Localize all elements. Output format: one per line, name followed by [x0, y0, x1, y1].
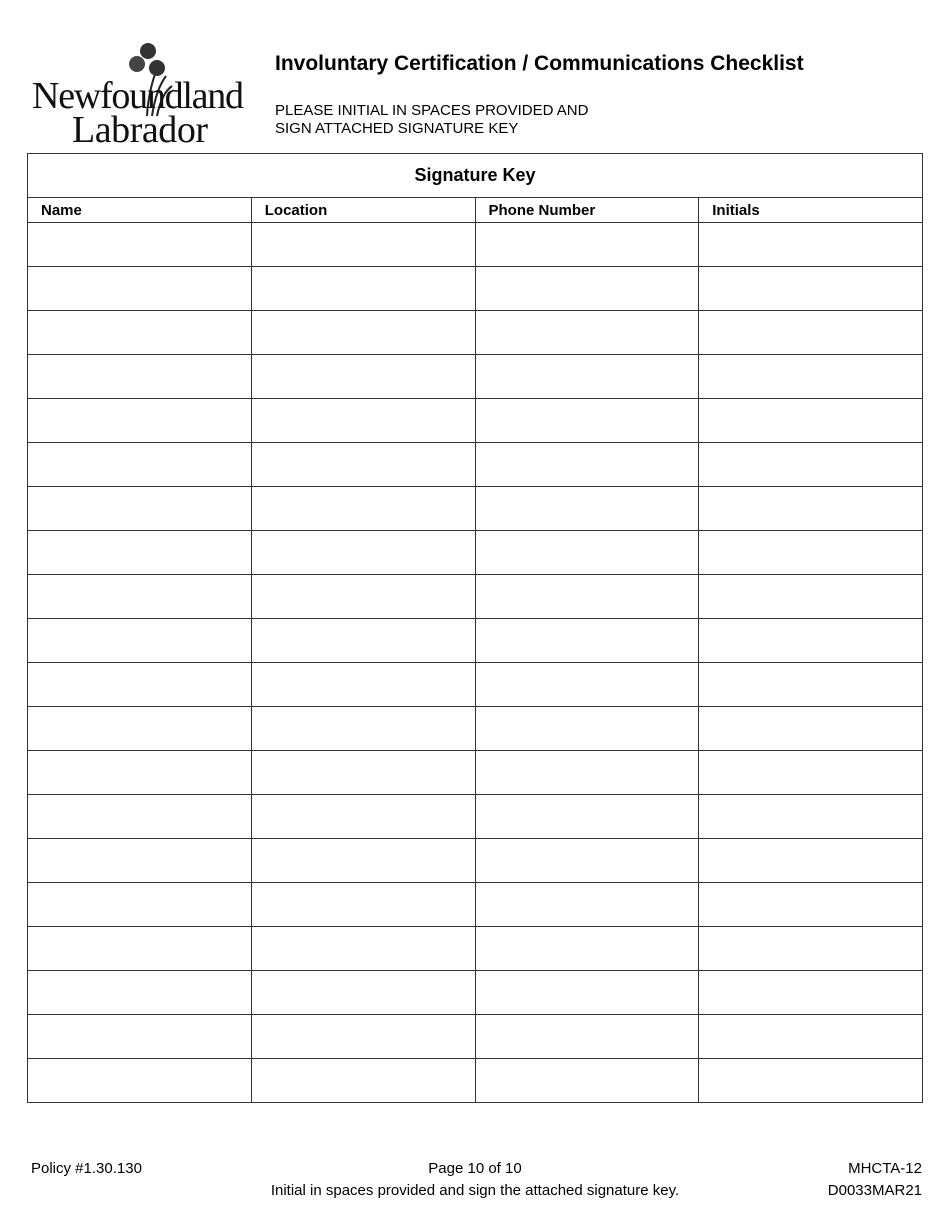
name-cell[interactable]	[28, 883, 252, 927]
table-row	[28, 663, 923, 707]
name-cell[interactable]	[28, 795, 252, 839]
table-row	[28, 267, 923, 311]
initials-cell[interactable]	[699, 1059, 923, 1103]
phone-cell[interactable]	[475, 487, 699, 531]
location-cell[interactable]	[251, 619, 475, 663]
newfoundland-labrador-logo	[30, 36, 250, 148]
initials-cell[interactable]	[699, 443, 923, 487]
phone-cell[interactable]	[475, 971, 699, 1015]
column-header-phone: Phone Number	[475, 198, 699, 223]
name-cell[interactable]	[28, 575, 252, 619]
table-row	[28, 707, 923, 751]
initials-cell[interactable]	[699, 883, 923, 927]
initials-cell[interactable]	[699, 355, 923, 399]
instruction-line: SIGN ATTACHED SIGNATURE KEY	[275, 120, 519, 137]
phone-cell[interactable]	[475, 663, 699, 707]
phone-cell[interactable]	[475, 531, 699, 575]
phone-cell[interactable]	[475, 1015, 699, 1059]
policy-number: Policy #1.30.130	[31, 1160, 142, 1177]
name-cell[interactable]	[28, 223, 252, 267]
signature-key-table	[27, 153, 923, 1103]
column-header-initials: Initials	[699, 198, 923, 223]
location-cell[interactable]	[251, 795, 475, 839]
table-body	[28, 223, 923, 1103]
column-header-name: Name	[28, 198, 252, 223]
initials-cell[interactable]	[699, 927, 923, 971]
table-row	[28, 619, 923, 663]
svg-text:Labrador: Labrador	[72, 109, 208, 148]
initials-cell[interactable]	[699, 531, 923, 575]
phone-cell[interactable]	[475, 883, 699, 927]
table-row	[28, 487, 923, 531]
page-number: Page 10 of 10	[428, 1160, 522, 1177]
table-row	[28, 443, 923, 487]
phone-cell[interactable]	[475, 399, 699, 443]
phone-cell[interactable]	[475, 355, 699, 399]
location-cell[interactable]	[251, 707, 475, 751]
initials-cell[interactable]	[699, 751, 923, 795]
initials-cell[interactable]	[699, 619, 923, 663]
instructions	[275, 102, 588, 138]
phone-cell[interactable]	[475, 1059, 699, 1103]
name-cell[interactable]	[28, 839, 252, 883]
name-cell[interactable]	[28, 927, 252, 971]
table-caption: Signature Key	[28, 154, 923, 198]
phone-cell[interactable]	[475, 575, 699, 619]
table-row	[28, 883, 923, 927]
initials-cell[interactable]	[699, 487, 923, 531]
location-cell[interactable]	[251, 883, 475, 927]
location-cell[interactable]	[251, 311, 475, 355]
initials-cell[interactable]	[699, 399, 923, 443]
table-row	[28, 531, 923, 575]
table-row	[28, 575, 923, 619]
initials-cell[interactable]	[699, 223, 923, 267]
location-cell[interactable]	[251, 223, 475, 267]
location-cell[interactable]	[251, 487, 475, 531]
table-row	[28, 223, 923, 267]
name-cell[interactable]	[28, 707, 252, 751]
name-cell[interactable]	[28, 619, 252, 663]
location-cell[interactable]	[251, 971, 475, 1015]
phone-cell[interactable]	[475, 619, 699, 663]
table-row	[28, 311, 923, 355]
location-cell[interactable]	[251, 443, 475, 487]
name-cell[interactable]	[28, 355, 252, 399]
table-row	[28, 1015, 923, 1059]
initials-cell[interactable]	[699, 707, 923, 751]
name-cell[interactable]	[28, 1015, 252, 1059]
name-cell[interactable]	[28, 751, 252, 795]
name-cell[interactable]	[28, 311, 252, 355]
name-cell[interactable]	[28, 399, 252, 443]
phone-cell[interactable]	[475, 443, 699, 487]
location-cell[interactable]	[251, 575, 475, 619]
location-cell[interactable]	[251, 751, 475, 795]
name-cell[interactable]	[28, 663, 252, 707]
name-cell[interactable]	[28, 487, 252, 531]
location-cell[interactable]	[251, 399, 475, 443]
table-row	[28, 971, 923, 1015]
name-cell[interactable]	[28, 971, 252, 1015]
phone-cell[interactable]	[475, 751, 699, 795]
location-cell[interactable]	[251, 1059, 475, 1103]
name-cell[interactable]	[28, 531, 252, 575]
initials-cell[interactable]	[699, 575, 923, 619]
name-cell[interactable]	[28, 1059, 252, 1103]
location-cell[interactable]	[251, 927, 475, 971]
initials-cell[interactable]	[699, 1015, 923, 1059]
form-code: MHCTA-12	[848, 1160, 922, 1177]
phone-cell[interactable]	[475, 927, 699, 971]
phone-cell[interactable]	[475, 267, 699, 311]
location-cell[interactable]	[251, 531, 475, 575]
initials-cell[interactable]	[699, 663, 923, 707]
revision-code: D0033MAR21	[827, 1182, 922, 1199]
initials-cell[interactable]	[699, 971, 923, 1015]
location-cell[interactable]	[251, 355, 475, 399]
location-cell[interactable]	[251, 839, 475, 883]
name-cell[interactable]	[28, 443, 252, 487]
instruction-line: PLEASE INITIAL IN SPACES PROVIDED AND	[275, 102, 589, 119]
footer-note: Initial in spaces provided and sign the attached signature key.	[270, 1182, 680, 1199]
phone-cell[interactable]	[475, 795, 699, 839]
table-row	[28, 927, 923, 971]
location-cell[interactable]	[251, 663, 475, 707]
svg-text:Newfoundland: Newfoundland	[32, 75, 244, 117]
initials-cell[interactable]	[699, 267, 923, 311]
table-row	[28, 795, 923, 839]
phone-cell[interactable]	[475, 707, 699, 751]
table-row	[28, 399, 923, 443]
initials-cell[interactable]	[699, 839, 923, 883]
phone-cell[interactable]	[475, 839, 699, 883]
phone-cell[interactable]	[475, 223, 699, 267]
initials-cell[interactable]	[699, 795, 923, 839]
phone-cell[interactable]	[475, 311, 699, 355]
table-row	[28, 751, 923, 795]
initials-cell[interactable]	[699, 311, 923, 355]
table-row	[28, 1059, 923, 1103]
column-header-location: Location	[251, 198, 475, 223]
table-row	[28, 355, 923, 399]
name-cell[interactable]	[28, 267, 252, 311]
location-cell[interactable]	[251, 1015, 475, 1059]
table-row	[28, 839, 923, 883]
form-title: Involuntary Certification / Communications Checklist	[275, 52, 804, 75]
location-cell[interactable]	[251, 267, 475, 311]
